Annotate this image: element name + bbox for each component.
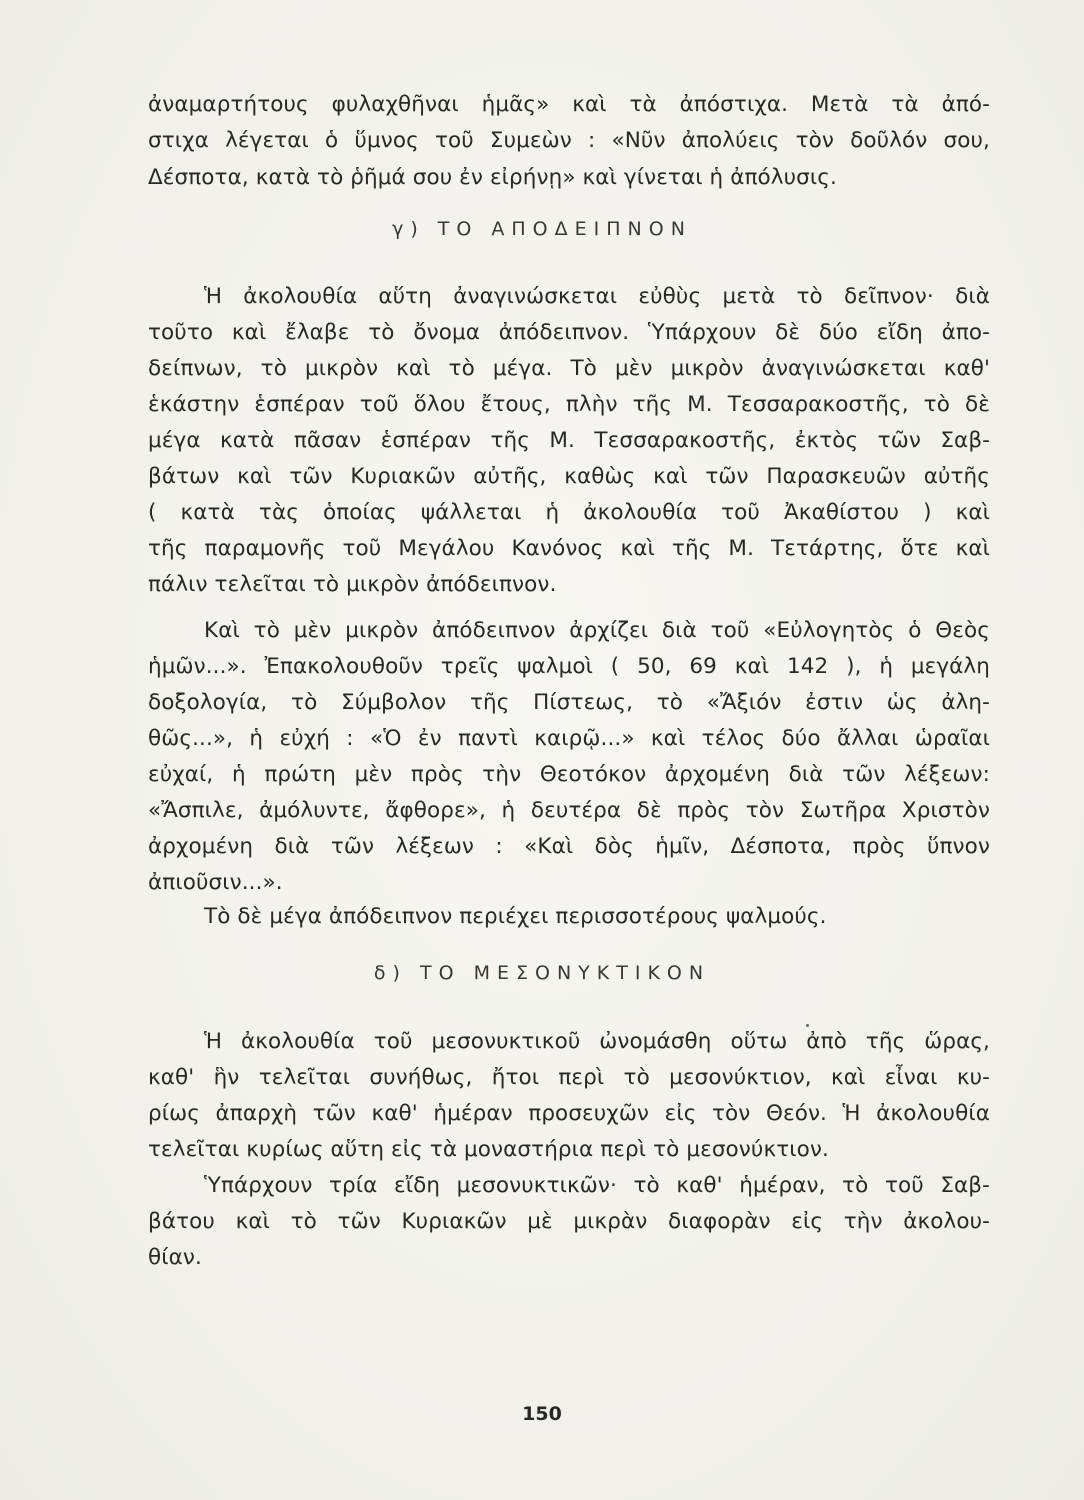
text-line: ἀναμαρτήτους φυλαχθῆναι ἡμᾶς» καὶ τὰ ἀπόστιχα. Μετὰ τὰ ἀπό- [148, 92, 990, 117]
text-line: Καὶ τὸ μὲν μικρὸν ἀπόδειπνον ἀρχίζει διὰ τοῦ «Εὐλογητὸς ὁ Θεὸς [204, 618, 990, 643]
text-line: Ἡ ἀκολουθία τοῦ μεσονυκτικοῦ ὠνομάσθη οὕτω ἀπὸ τῆς ὥρας, [204, 1029, 990, 1054]
text-line: εὐχαί, ἡ πρώτη μὲν πρὸς τὴν Θεοτόκον ἀρχομένη διὰ τῶν λέξεων: [148, 762, 990, 787]
text-line: Ἡ ἀκολουθία αὕτη ἀναγινώσκεται εὐθὺς μετὰ τὸ δεῖπνον· διὰ [204, 284, 990, 309]
text-line: τῆς παραμονῆς τοῦ Μεγάλου Κανόνος καὶ τῆς Μ. Τετάρτης, ὅτε καὶ [148, 536, 990, 561]
text-line: δείπνων, τὸ μικρὸν καὶ τὸ μέγα. Τὸ μὲν μικρὸν ἀναγινώσκεται καθ' [148, 356, 990, 381]
text-line: ἡμῶν...». Ἐπακολουθοῦν τρεῖς ψαλμοὶ ( 50, 69 καὶ 142 ), ἡ μεγάλη [148, 654, 990, 679]
text-line: ἀρχομένη διὰ τῶν λέξεων : «Καὶ δὸς ἡμῖν, Δέσποτα, πρὸς ὕπνον [148, 834, 990, 859]
text-line: θῶς...», ἡ εὐχή : «Ὁ ἐν παντὶ καιρῷ...» καὶ τέλος δύο ἄλλαι ὡραῖαι [148, 726, 990, 751]
text-line: δοξολογία, τὸ Σύμβολον τῆς Πίστεως, τὸ «Ἄξιόν ἐστιν ὡς ἀλη- [148, 690, 990, 715]
text-line: «Ἄσπιλε, ἀμόλυντε, ἄφθορε», ἡ δευτέρα δὲ πρὸς τὸν Σωτῆρα Χριστὸν [148, 798, 990, 823]
text-line: ρίως ἀπαρχὴ τῶν καθ' ἡμέραν προσευχῶν εἰς τὸν Θεόν. Ἡ ἀκολουθία [148, 1101, 990, 1126]
text-line: Ὑπάρχουν τρία εἴδη μεσονυκτικῶν· τὸ καθ' ἡμέραν, τὸ τοῦ Σαβ- [204, 1173, 990, 1198]
text-line: ( κατὰ τὰς ὁποίας ψάλλεται ἡ ἀκολουθία τοῦ Ἀκαθίστου ) καὶ [148, 500, 990, 525]
text-line: βάτου καὶ τὸ τῶν Κυριακῶν μὲ μικρὰν διαφορὰν εἰς τὴν ἀκολου- [148, 1209, 990, 1234]
text-line: τοῦτο καὶ ἔλαβε τὸ ὄνομα ἀπόδειπνον. Ὑπάρχουν δὲ δύο εἴδη ἀπο- [148, 320, 990, 345]
text-line: βάτων καὶ τῶν Κυριακῶν αὐτῆς, καθὼς καὶ τῶν Παρασκευῶν αὐτῆς [148, 464, 990, 489]
text-line: πάλιν τελεῖται τὸ μικρὸν ἀπόδειπνον. [148, 572, 557, 597]
text-line: ἑκάστην ἑσπέραν τοῦ ὅλου ἔτους, πλὴν τῆς Μ. Τεσσαρακοστῆς, τὸ δὲ [148, 392, 990, 417]
text-line: καθ' ἣν τελεῖται συνήθως, ἤτοι περὶ τὸ μεσονύκτιον, καὶ εἶναι κυ- [148, 1065, 990, 1090]
text-line: μέγα κατὰ πᾶσαν ἑσπέραν τῆς Μ. Τεσσαρακοστῆς, ἐκτὸς τῶν Σαβ- [148, 428, 990, 453]
page-number: 150 [522, 1403, 562, 1425]
text-line: ἀπιοῦσιν...». [148, 870, 283, 895]
text-line: Δέσποτα, κατὰ τὸ ῥῆμά σου ἐν εἰρήνῃ» καὶ γίνεται ἡ ἀπόλυσις. [148, 165, 837, 190]
text-line: Τὸ δὲ μέγα ἀπόδειπνον περιέχει περισσοτέρους ψαλμούς. [204, 904, 827, 929]
text-line: θίαν. [148, 1245, 202, 1270]
section-heading-gamma: γ) ΤΟ ΑΠΟΔΕΙΠΝΟΝ [392, 218, 692, 240]
section-heading-delta: δ) ΤΟ ΜΕΣΟΝΥΚΤΙΚΟΝ [373, 962, 711, 984]
text-line: στιχα λέγεται ὁ ὕμνος τοῦ Συμεὼν : «Νῦν ἀπολύεις τὸν δοῦλόν σου, [148, 128, 990, 153]
text-line: τελεῖται κυρίως αὕτη εἰς τὰ μοναστήρια περὶ τὸ μεσονύκτιον. [148, 1137, 829, 1162]
